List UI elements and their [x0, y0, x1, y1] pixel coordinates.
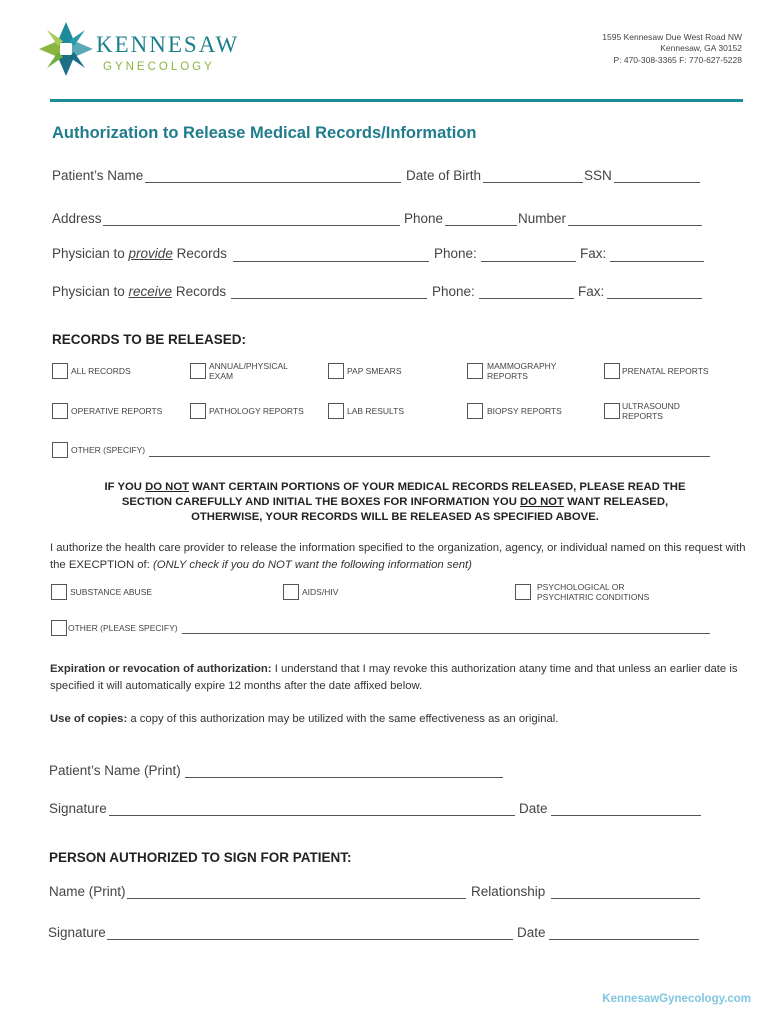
logo-name: KENNESAW [96, 32, 240, 57]
authorized-signature-label: Signature [48, 925, 106, 940]
records-heading: RECORDS TO BE RELEASED: [52, 332, 247, 347]
physician-provide-field[interactable] [233, 261, 429, 262]
patient-name-label: Patient’s Name [52, 168, 144, 183]
patient-print-field[interactable] [185, 777, 503, 778]
prenatal-checkbox[interactable] [604, 363, 620, 379]
pap-smears-checkbox[interactable] [328, 363, 344, 379]
provide-phone-label: Phone: [434, 246, 477, 261]
provide-fax-label: Fax: [580, 246, 607, 261]
receive-emphasis: receive [128, 284, 173, 299]
mammography-label: MAMMOGRAPHY REPORTS [487, 361, 557, 381]
receive-phone-field[interactable] [479, 298, 574, 299]
all-records-checkbox[interactable] [52, 363, 68, 379]
pathology-label: PATHOLOGY REPORTS [209, 406, 304, 416]
physician-receive-field[interactable] [231, 298, 427, 299]
phone-fax-line: P: 470-308-3365 F: 770-627-5228 [613, 54, 742, 65]
authorized-heading: PERSON AUTHORIZED TO SIGN FOR PATIENT: [49, 850, 352, 865]
aids-hiv-checkbox[interactable] [283, 584, 299, 600]
psychological-checkbox[interactable] [515, 584, 531, 600]
mammography-checkbox[interactable] [467, 363, 483, 379]
authorized-signature-field[interactable] [107, 939, 513, 940]
ssn-field[interactable] [614, 182, 700, 183]
authorized-date-field[interactable] [549, 939, 699, 940]
patient-print-label: Patient’s Name (Print) [49, 763, 181, 778]
authorized-date-label: Date [517, 925, 546, 940]
aids-hiv-label: AIDS/HIV [302, 587, 339, 597]
other-exception-label: OTHER (PLEASE SPECIFY) [68, 623, 178, 633]
physician-provide-label: Physician to provide Records [52, 246, 227, 261]
operative-label: OPERATIVE REPORTS [71, 406, 163, 416]
number-field[interactable] [568, 225, 702, 226]
patient-name-field[interactable] [145, 182, 401, 183]
authorized-print-label: Name (Print) [49, 884, 126, 899]
address-line: 1595 Kennesaw Due West Road NW [602, 32, 742, 42]
patient-date-field[interactable] [551, 815, 701, 816]
other-exception-field[interactable] [182, 633, 710, 634]
header-divider [50, 99, 743, 102]
expiration-paragraph: Expiration or revocation of authorization: I understand that I may revoke this authorization atany time and that unless an earlier date is specified it will automatically expire 12 months after the date affixed below. [50, 663, 738, 692]
other-records-field[interactable] [149, 456, 710, 457]
other-exception-checkbox[interactable] [51, 620, 67, 636]
copies-paragraph: Use of copies: a copy of this authorization may be utilized with the same effectiveness as an original. [50, 713, 559, 725]
substance-abuse-label: SUBSTANCE ABUSE [70, 587, 153, 597]
lab-results-checkbox[interactable] [328, 403, 344, 419]
authorized-print-field[interactable] [127, 898, 466, 899]
dob-field[interactable] [483, 182, 583, 183]
receive-phone-label: Phone: [432, 284, 475, 299]
release-warning: IF YOU DO NOT WANT CERTAIN PORTIONS OF YOUR MEDICAL RECORDS RELEASED, PLEASE READ THE SECTION CAREFULLY AND INITIAL THE BOXES FOR INFORMATION YOU DO NOT WANT RELEASED, OTHERWISE, YOUR RECORDS WILL BE RELEASED AS SPECIFIED ABOVE. [104, 481, 686, 524]
operative-checkbox[interactable] [52, 403, 68, 419]
provide-emphasis: provide [128, 246, 173, 261]
logo-subtitle: GYNECOLOGY [103, 61, 215, 73]
number-label: Number [518, 211, 567, 226]
ssn-label: SSN [584, 168, 612, 183]
practice-address [602, 32, 742, 66]
phone-label: Phone [404, 211, 444, 226]
relationship-label: Relationship [471, 884, 546, 899]
dob-label: Date of Birth [406, 168, 482, 183]
prenatal-label: PRENATAL REPORTS [622, 366, 709, 376]
other-records-label: OTHER (SPECIFY) [71, 445, 146, 455]
patient-date-label: Date [519, 801, 548, 816]
form-title: Authorization to Release Medical Records/Information [52, 124, 477, 142]
patient-signature-field[interactable] [109, 815, 515, 816]
receive-fax-label: Fax: [578, 284, 605, 299]
physician-receive-label: Physician to receive Records [52, 284, 227, 299]
provide-fax-field[interactable] [610, 261, 704, 262]
pap-smears-label: PAP SMEARS [347, 366, 402, 376]
all-records-label: ALL RECORDS [71, 366, 131, 376]
lab-results-label: LAB RESULTS [347, 406, 405, 416]
logo-icon [36, 20, 96, 78]
address-field[interactable] [103, 225, 400, 226]
relationship-field[interactable] [551, 898, 700, 899]
ultrasound-checkbox[interactable] [604, 403, 620, 419]
provide-phone-field[interactable] [481, 261, 576, 262]
phone-field[interactable] [445, 225, 517, 226]
website-link[interactable]: KennesawGynecology.com [602, 993, 751, 1005]
patient-signature-label: Signature [49, 801, 107, 816]
substance-abuse-checkbox[interactable] [51, 584, 67, 600]
biopsy-checkbox[interactable] [467, 403, 483, 419]
psychological-label: PSYCHOLOGICAL OR PSYCHIATRIC CONDITIONS [537, 582, 650, 602]
pathology-checkbox[interactable] [190, 403, 206, 419]
other-records-checkbox[interactable] [52, 442, 68, 458]
address-line: Kennesaw, GA 30152 [660, 43, 742, 54]
ultrasound-label: ULTRASOUND REPORTS [622, 401, 680, 421]
annual-exam-label: ANNUAL/PHYSICAL EXAM [209, 361, 288, 381]
receive-fax-field[interactable] [607, 298, 702, 299]
authorize-statement: I authorize the health care provider to release the information specified to the organization, agency, or individual named on this request with the EXECPTION of: (ONLY check if you do NOT want the following information sent) [50, 542, 746, 571]
biopsy-label: BIOPSY REPORTS [487, 406, 562, 416]
address-label: Address [52, 211, 102, 226]
annual-exam-checkbox[interactable] [190, 363, 206, 379]
